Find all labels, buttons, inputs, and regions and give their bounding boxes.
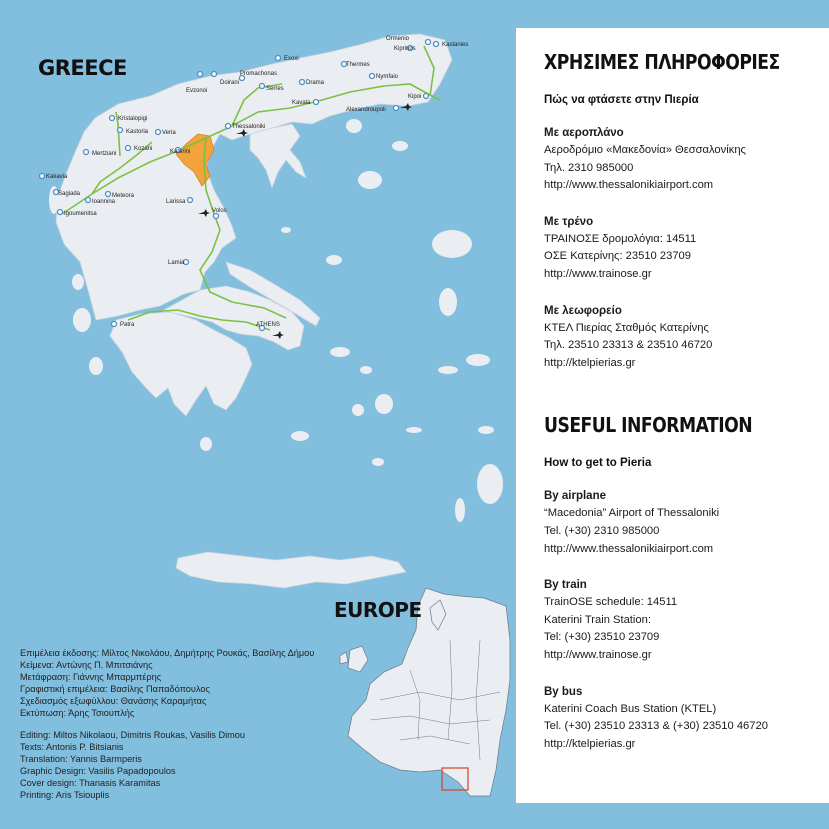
credit-line: Εκτύπωση: Άρης Τσιουπλής	[20, 707, 135, 718]
kefalonia	[73, 308, 91, 332]
amorgos	[406, 427, 422, 433]
credit-line: Translation: Yannis Barmperis	[20, 754, 142, 765]
kos	[478, 426, 494, 434]
credit-line: Μετάφραση: Γιάννης Μπαρμπέρης	[20, 671, 162, 682]
karpathos	[455, 498, 465, 522]
section-line: Tel. (+30) 23510 23313 & (+30) 23510 46720	[544, 720, 768, 733]
svg-text:ATHENS: ATHENS	[256, 322, 280, 328]
svg-text:Ormenio: Ormenio	[386, 36, 410, 42]
chios	[439, 288, 457, 316]
airport-link[interactable]: http://www.thessalonikiairport.com	[544, 542, 714, 555]
svg-text:Kakavia: Kakavia	[46, 174, 68, 180]
greek-train-section	[544, 216, 829, 284]
svg-text:Kipoi: Kipoi	[408, 94, 422, 100]
svg-text:Kristalopigi: Kristalopigi	[118, 116, 148, 122]
kythira	[200, 437, 212, 451]
naxos	[375, 394, 393, 414]
svg-text:Mertziani: Mertziani	[92, 151, 117, 157]
svg-text:Promachonas: Promachonas	[240, 71, 278, 77]
svg-text:Veria: Veria	[162, 130, 176, 136]
section-line: Τηλ. 23510 23313 & 23510 46720	[544, 339, 713, 352]
greek-bus-section	[544, 305, 829, 373]
rhodes	[477, 464, 503, 504]
svg-text:Kozani: Kozani	[134, 146, 153, 152]
english-train-section	[544, 579, 829, 664]
skyros	[326, 255, 342, 265]
chalkidiki	[250, 124, 306, 188]
section-title: Με λεωφορείο	[544, 304, 622, 317]
svg-text:Thessaloniki: Thessaloniki	[232, 124, 266, 130]
svg-text:Serres: Serres	[266, 86, 284, 92]
credit-line: Texts: Antonis P. Bitsianis	[20, 742, 124, 753]
section-line: Tel: (+30) 23510 23709	[544, 631, 660, 644]
svg-text:Ioannina: Ioannina	[92, 199, 116, 205]
zakynthos	[89, 357, 103, 375]
andros	[330, 347, 350, 357]
credit-line: Editing: Miltos Nikolaou, Dimitris Roukas, Vasilis Dimou	[20, 730, 245, 741]
section-line: Tel. (+30) 2310 985000	[544, 524, 660, 537]
credit-line: Graphic Design: Vasilis Papadopoulos	[20, 766, 176, 777]
svg-text:Sagiada: Sagiada	[58, 191, 81, 197]
svg-text:Igoumenitsa: Igoumenitsa	[64, 211, 97, 217]
santorini	[372, 458, 384, 466]
section-line: TrainOSE schedule: 14511	[544, 596, 678, 609]
svg-text:Nymfaio: Nymfaio	[376, 74, 399, 80]
greek-subheading: Πώς να φτάσετε στην Πιερία	[544, 94, 699, 106]
section-line: ΟΣΕ Κατερίνης: 23510 23709	[544, 250, 691, 263]
svg-text:Evzonoi: Evzonoi	[186, 88, 208, 94]
svg-text:Drama: Drama	[306, 80, 325, 86]
english-heading: USEFUL INFORMATION	[544, 413, 753, 438]
useful-info-panel	[516, 28, 829, 803]
crete	[176, 552, 406, 588]
greek-heading: ΧΡΗΣΙΜΕΣ ΠΛΗΡΟΦΟΡΙΕΣ	[544, 50, 780, 74]
section-title: By train	[544, 579, 587, 592]
svg-text:Kavala: Kavala	[292, 100, 311, 106]
credits-block	[20, 648, 330, 802]
svg-text:Lamia: Lamia	[168, 260, 185, 266]
lefkada	[72, 274, 84, 290]
trainose-link[interactable]: http://www.trainose.gr	[544, 267, 652, 280]
section-line: Τηλ. 2310 985000	[544, 161, 634, 174]
section-line: Katerini Coach Bus Station (KTEL)	[544, 702, 717, 715]
credit-line: Επιμέλεια έκδοσης: Μίλτος Νικολάου, Δημήτρης Ρουκάς, Βασίλης Δήμου	[20, 648, 315, 658]
svg-text:Larissa: Larissa	[166, 199, 186, 205]
credit-line: Σχεδιασμός εξωφύλλου: Θανάσης Καραμήτας	[20, 695, 207, 706]
paros	[352, 404, 364, 416]
samos	[466, 354, 490, 366]
credit-line: Γραφιστική επιμέλεια: Βασίλης Παπαδόπουλος	[20, 683, 210, 694]
airport-link[interactable]: http://www.thessalonikiairport.com	[544, 179, 714, 192]
section-title: Με τρένο	[544, 215, 594, 228]
svg-text:Katerini: Katerini	[170, 149, 191, 155]
ktel-link[interactable]: http://ktelpierias.gr	[544, 737, 636, 750]
skiathos	[281, 227, 291, 233]
lemnos	[358, 171, 382, 189]
section-line: ΤΡΑΙΝΟΣΕ δρομολόγια: 14511	[544, 232, 697, 245]
english-bus-section	[544, 686, 829, 754]
svg-text:Thermes: Thermes	[346, 62, 370, 68]
svg-text:Kastoria: Kastoria	[126, 129, 149, 135]
svg-text:Patra: Patra	[120, 322, 135, 328]
samothraki	[392, 141, 408, 151]
section-line: “Macedonia” Airport of Thessaloniki	[544, 507, 720, 520]
english-subheading: How to get to Pieria	[544, 457, 652, 470]
section-title: By bus	[544, 685, 583, 698]
thassos	[346, 119, 362, 133]
credit-line: Printing: Aris Tsiouplis	[20, 789, 110, 800]
greek-airplane-section	[544, 127, 829, 195]
svg-text:Exoxi: Exoxi	[284, 56, 299, 62]
ktel-link[interactable]: http://ktelpierias.gr	[544, 356, 636, 369]
europe-map-title: EUROPE	[334, 598, 422, 622]
svg-text:Doirani: Doirani	[220, 80, 240, 86]
svg-text:Kastanies: Kastanies	[442, 42, 469, 48]
greece-map-title: GREECE	[38, 56, 127, 80]
milos	[291, 431, 309, 441]
section-line: Αεροδρόμιο «Μακεδονία» Θεσσαλονίκης	[544, 144, 746, 156]
credit-line: Cover design: Thanasis Karamitas	[20, 778, 161, 789]
english-airplane-section	[544, 490, 829, 558]
tinos	[360, 366, 372, 374]
section-line: Katerini Train Station:	[544, 613, 651, 626]
svg-text:Kiprinos: Kiprinos	[394, 46, 416, 52]
svg-text:Meteora: Meteora	[112, 193, 135, 199]
credit-line: Κείμενα: Αντώνης Π. Μπιτσιάνης	[20, 659, 153, 670]
ikaria	[438, 366, 458, 374]
section-title: By airplane	[544, 490, 606, 503]
svg-text:Alexandroupoli: Alexandroupoli	[346, 107, 386, 113]
trainose-link[interactable]: http://www.trainose.gr	[544, 648, 652, 661]
lesvos	[432, 230, 472, 258]
section-title: Με αεροπλάνο	[544, 127, 624, 139]
section-line: ΚΤΕΛ Πιερίας Σταθμός Κατερίνης	[544, 321, 709, 334]
svg-text:Volos: Volos	[212, 208, 227, 214]
